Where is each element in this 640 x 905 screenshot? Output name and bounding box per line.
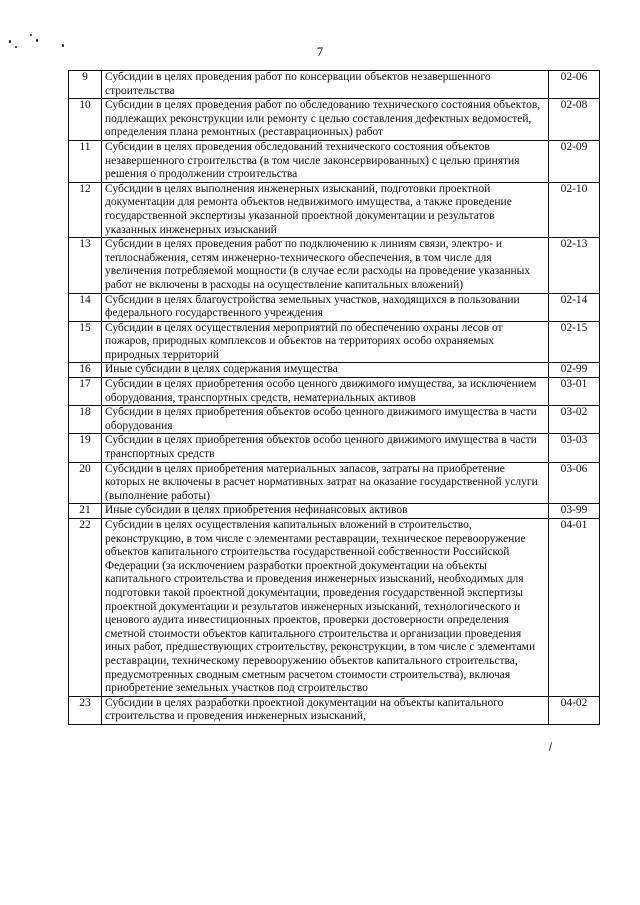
row-number: 9 — [69, 71, 102, 99]
row-description: Иные субсидии в целях приобретения нефинансовых активов — [102, 504, 549, 519]
row-code: 02-99 — [549, 363, 600, 378]
table-row — [69, 293, 600, 321]
table-row — [69, 182, 600, 237]
codes-table — [68, 70, 600, 725]
table-row — [69, 434, 600, 462]
row-number: 23 — [69, 696, 102, 724]
row-code: 02-08 — [549, 99, 600, 141]
row-number: 19 — [69, 434, 102, 462]
row-description: Иные субсидии в целях содержания имущества — [102, 363, 549, 378]
table-row — [69, 406, 600, 434]
row-number: 22 — [69, 519, 102, 697]
table-row — [69, 71, 600, 99]
codes-table-body — [69, 71, 600, 725]
table-row — [69, 519, 600, 697]
row-code: 03-02 — [549, 406, 600, 434]
row-code: 04-01 — [549, 519, 600, 697]
row-code: 04-02 — [549, 696, 600, 724]
row-code: 02-06 — [549, 71, 600, 99]
page-number: 7 — [316, 44, 324, 59]
row-number: 10 — [69, 99, 102, 141]
row-code: 03-06 — [549, 462, 600, 504]
row-description: Субсидии в целях проведения работ по консервации объектов незавершенного строительства — [102, 71, 549, 99]
row-description: Субсидии в целях приобретения объектов особо ценного движимого имущества в части оборудования — [102, 406, 549, 434]
pen-mark — [549, 742, 552, 751]
table-row — [69, 504, 600, 519]
row-number: 17 — [69, 378, 102, 406]
row-number: 18 — [69, 406, 102, 434]
row-description: Субсидии в целях проведения работ по подключению к линиям связи, электро- и теплоснабжения, сетям инженерно-технического обеспечения, в том числе для увеличения потребляемой мощности (в случае если расходы на проведение указанных работ не включены в расходы на осуществление капитальных вложений) — [102, 238, 549, 293]
row-code: 02-15 — [549, 321, 600, 363]
row-description: Субсидии в целях осуществления капитальных вложений в строительство, реконструкцию, в том числе с элементами реставрации, техническое перевооружение объектов капитального строительства государственной собственности Российской Федерации (за исключением разработки проектной документации на объекты капитального строительства и проведения инженерных изысканий, необходимых для подготовки такой проектной документации, проведения государственной экспертизы проектной документации и результатов инженерных изысканий, технологического и ценового аудита инвестиционных проектов, проверки достоверности определения сметной стоимости объектов капитального строительства и организации проведения иных работ, предшествующих строительству, реконструкции, в том числе с элементами реставрации, техническому перевооружению объектов капитального строительства, предусмотренных сводным сметным расчетом стоимости строительства), включая приобретение земельных участков под строительство — [102, 519, 549, 697]
row-number: 21 — [69, 504, 102, 519]
table-row — [69, 140, 600, 182]
row-description: Субсидии в целях приобретения материальных запасов, затраты на приобретение которых не включены в расчет нормативных затрат на оказание государственной услуги (выполнение работы) — [102, 462, 549, 504]
table-row — [69, 363, 600, 378]
row-description: Субсидии в целях приобретения особо ценного движимого имущества, за исключением оборудования, транспортных средств, нематериальных активов — [102, 378, 549, 406]
row-description: Субсидии в целях осуществления мероприятий по обеспечению охраны лесов от пожаров, природных комплексов и объектов на территориях особо охраняемых природных территорий — [102, 321, 549, 363]
row-code: 03-99 — [549, 504, 600, 519]
row-number: 13 — [69, 238, 102, 293]
row-code: 03-01 — [549, 378, 600, 406]
row-number: 11 — [69, 140, 102, 182]
table-row — [69, 238, 600, 293]
row-code: 02-14 — [549, 293, 600, 321]
row-code: 03-03 — [549, 434, 600, 462]
row-description: Субсидии в целях благоустройства земельных участков, находящихся в пользовании федерального государственного учреждения — [102, 293, 549, 321]
row-number: 14 — [69, 293, 102, 321]
row-description: Субсидии в целях проведения обследований технического состояния объектов незавершенного строительства (в том числе законсервированных) с целью принятия решения о продолжении строительства — [102, 140, 549, 182]
table-row — [69, 696, 600, 724]
row-number: 15 — [69, 321, 102, 363]
table-row — [69, 378, 600, 406]
table-row — [69, 99, 600, 141]
row-number: 16 — [69, 363, 102, 378]
row-code: 02-13 — [549, 238, 600, 293]
row-number: 12 — [69, 182, 102, 237]
table-row — [69, 321, 600, 363]
row-description: Субсидии в целях разработки проектной документации на объекты капитального строительства и проведения инженерных изысканий, — [102, 696, 549, 724]
row-code: 02-09 — [549, 140, 600, 182]
row-description: Субсидии в целях выполнения инженерных изысканий, подготовки проектной документации для ремонта объектов недвижимого имущества, а также проведение государственной экспертизы указанной проектной документации и результатов указанных инженерных изысканий — [102, 182, 549, 237]
table-row — [69, 462, 600, 504]
row-description: Субсидии в целях проведения работ по обследованию технического состояния объектов, подлежащих реконструкции или ремонту с целью составления дефектных ведомостей, определения плана ремонтных (реставрационных) работ — [102, 99, 549, 141]
row-code: 02-10 — [549, 182, 600, 237]
row-description: Субсидии в целях приобретения объектов особо ценного движимого имущества в части транспортных средств — [102, 434, 549, 462]
row-number: 20 — [69, 462, 102, 504]
